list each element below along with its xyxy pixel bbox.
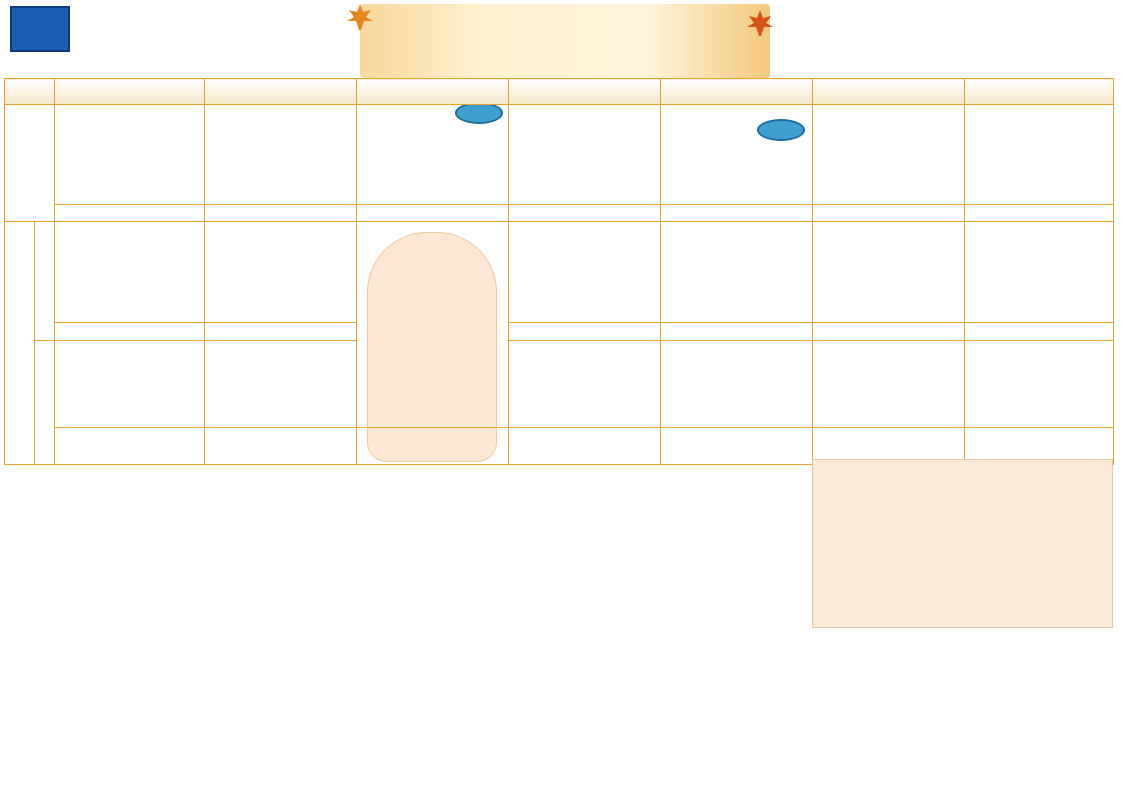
day-header xyxy=(55,79,205,105)
kcal-value xyxy=(55,322,204,323)
breakfast-cell xyxy=(55,105,205,222)
kcal-value xyxy=(509,204,660,205)
weekly-menu-table xyxy=(4,78,1114,465)
breakfast-cell xyxy=(205,105,357,222)
meal-cell xyxy=(509,222,661,341)
breakfast-cell xyxy=(661,105,813,222)
title-banner xyxy=(360,4,770,78)
breakfast-cell xyxy=(813,105,965,222)
brain-food-note xyxy=(812,459,1113,628)
maple-leaf-icon xyxy=(745,8,775,38)
meal-cell xyxy=(509,341,661,465)
kcal-value xyxy=(357,204,508,205)
kcal-value xyxy=(965,322,1113,323)
kcal-value xyxy=(813,204,964,205)
kcal-value xyxy=(965,204,1113,205)
new-badge xyxy=(455,105,503,125)
meal-cell xyxy=(55,341,205,465)
meal-cell xyxy=(661,222,813,341)
day-header xyxy=(813,79,965,105)
breakfast-cell xyxy=(509,105,661,222)
kcal-value xyxy=(509,427,660,428)
kcal-value xyxy=(509,322,660,323)
day-header xyxy=(965,79,1114,105)
maple-leaf-icon xyxy=(345,2,375,32)
kcal-value xyxy=(55,204,204,205)
meal-cell xyxy=(813,341,965,465)
kcal-value xyxy=(813,322,964,323)
gm-korea-logo xyxy=(10,6,70,68)
division-header xyxy=(5,79,55,105)
kcal-value xyxy=(661,204,812,205)
meal-cell xyxy=(205,341,357,465)
breakfast-cell xyxy=(357,105,509,222)
new-badge xyxy=(757,119,805,141)
meal-cell xyxy=(205,222,357,341)
kcal-value xyxy=(813,427,964,428)
kcal-value xyxy=(965,427,1113,428)
meal-cell xyxy=(965,341,1114,465)
day-header xyxy=(205,79,357,105)
kcal-value xyxy=(661,427,812,428)
subgroup-label xyxy=(35,341,55,465)
day-header xyxy=(509,79,661,105)
kcal-value xyxy=(661,322,812,323)
kcal-value xyxy=(205,322,356,323)
kcal-value xyxy=(357,427,508,428)
breakfast-cell xyxy=(965,105,1114,222)
meal-cell xyxy=(965,222,1114,341)
header xyxy=(0,0,1121,80)
kcal-value xyxy=(55,427,204,428)
special-menu-cell xyxy=(357,222,509,465)
kcal-value xyxy=(205,204,356,205)
meal-cell xyxy=(813,222,965,341)
meal-cell xyxy=(661,341,813,465)
breakfast-label xyxy=(5,105,55,222)
kcal-value xyxy=(205,427,356,428)
day-header xyxy=(357,79,509,105)
day-header xyxy=(661,79,813,105)
logo-mark xyxy=(10,6,70,52)
meal-cell xyxy=(55,222,205,341)
lunch-label xyxy=(5,222,35,465)
subgroup-label xyxy=(35,222,55,341)
